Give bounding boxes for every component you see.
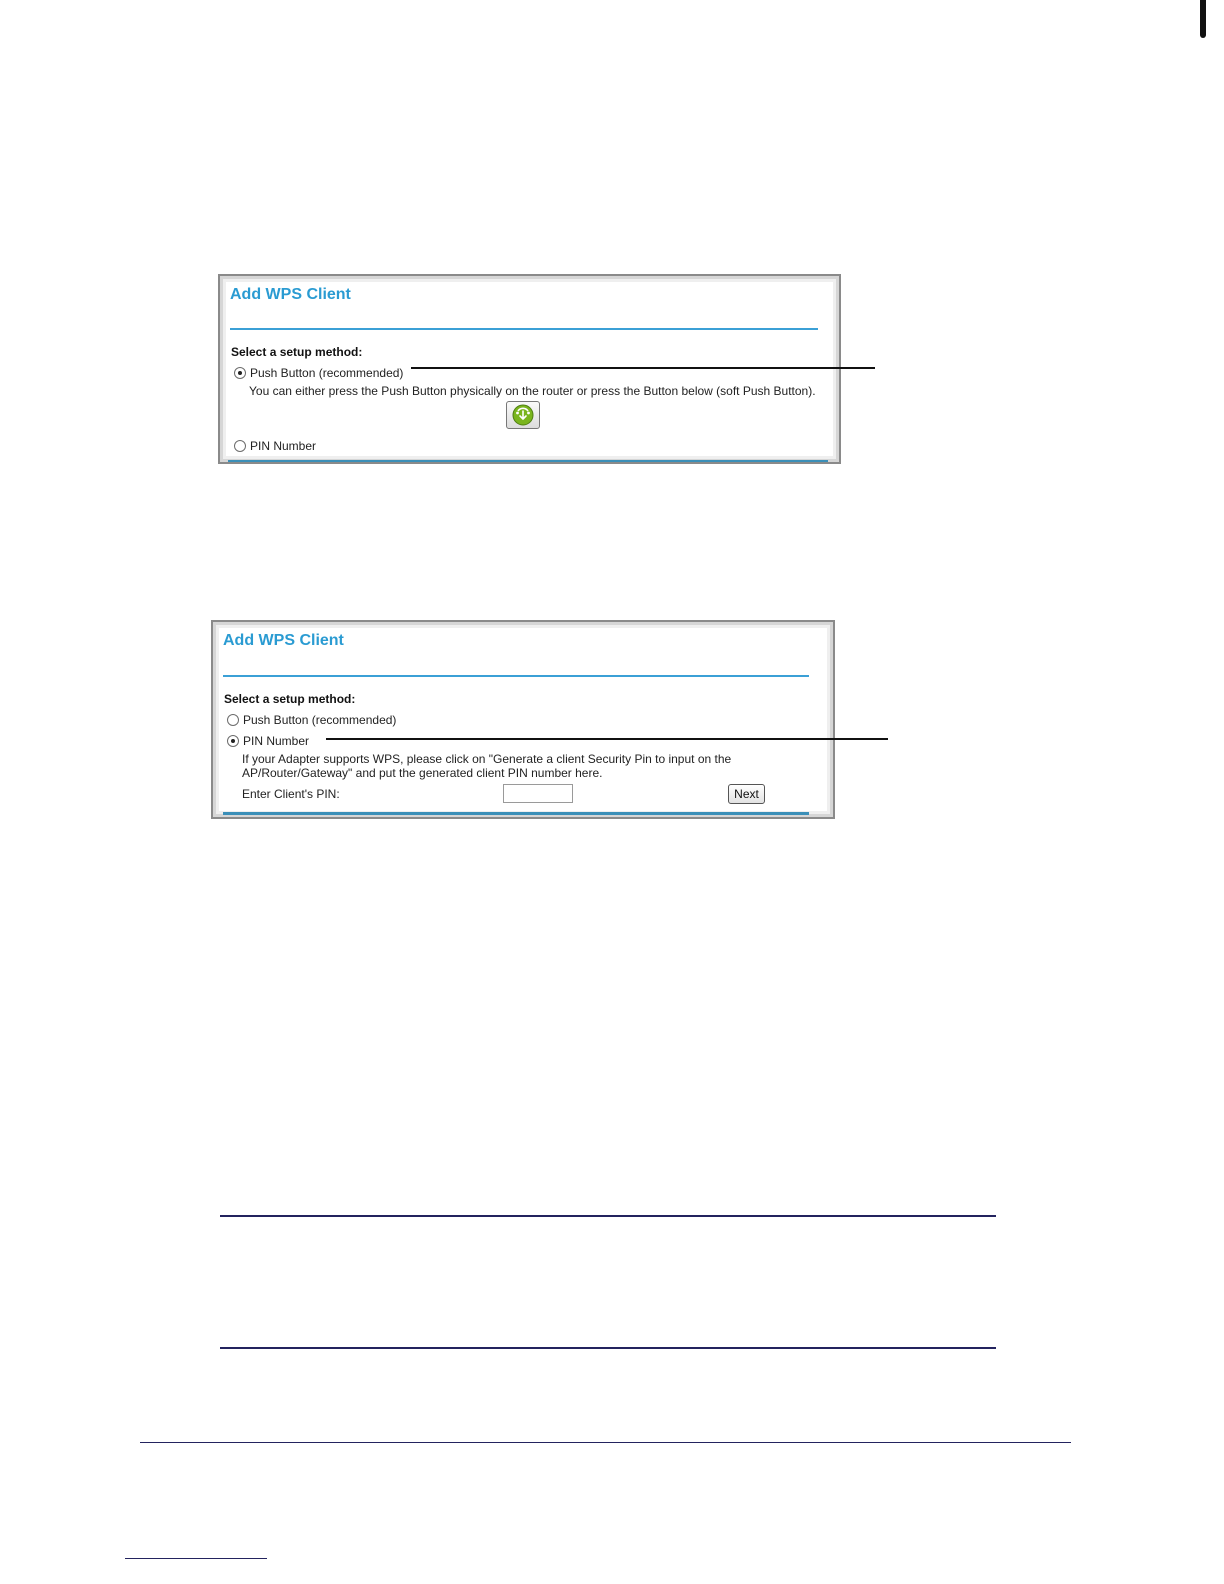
callout-line-push bbox=[411, 367, 875, 369]
note-bottom-rule bbox=[220, 1347, 996, 1349]
setup-method-label: Select a setup method: bbox=[231, 345, 363, 359]
panel-title: Add WPS Client bbox=[223, 632, 344, 649]
pin-number-option-label: PIN Number bbox=[243, 734, 310, 748]
client-pin-input[interactable] bbox=[503, 784, 573, 803]
push-button-option[interactable] bbox=[227, 713, 396, 727]
pin-number-option[interactable] bbox=[227, 734, 309, 748]
title-divider bbox=[223, 675, 809, 677]
push-button-description: You can either press the Push Button physically on the router or press the Button below (soft Push Button). bbox=[249, 384, 816, 398]
push-button-radio[interactable] bbox=[234, 367, 246, 379]
panel-bottom-rule bbox=[228, 460, 828, 463]
setup-method-label: Select a setup method: bbox=[224, 692, 356, 706]
pin-description-line2: AP/Router/Gateway" and put the generated client PIN number here. bbox=[242, 766, 603, 780]
client-pin-label: Enter Client's PIN: bbox=[242, 787, 340, 801]
next-button[interactable]: Next bbox=[728, 784, 765, 804]
panel-bottom-rule bbox=[223, 812, 809, 815]
page-edge-mark bbox=[1200, 0, 1206, 38]
footer-rule bbox=[140, 1442, 1071, 1443]
push-button-option-label: Push Button (recommended) bbox=[243, 713, 397, 727]
callout-line-pin bbox=[326, 738, 888, 740]
wps-soft-push-icon bbox=[511, 404, 535, 426]
pin-number-radio[interactable] bbox=[227, 735, 239, 747]
pin-number-radio[interactable] bbox=[234, 440, 246, 452]
push-button-option[interactable] bbox=[234, 366, 403, 380]
soft-push-button[interactable] bbox=[506, 401, 540, 429]
title-divider bbox=[230, 328, 818, 330]
pin-description-line1: If your Adapter supports WPS, please click on "Generate a client Security Pin to input on the bbox=[242, 752, 732, 766]
footer-link-underline bbox=[125, 1558, 267, 1559]
push-button-option-label: Push Button (recommended) bbox=[250, 366, 404, 380]
note-top-rule bbox=[220, 1215, 996, 1217]
push-button-radio[interactable] bbox=[227, 714, 239, 726]
panel-title: Add WPS Client bbox=[230, 286, 351, 303]
pin-number-option-label: PIN Number bbox=[250, 439, 317, 453]
add-wps-client-panel-push bbox=[218, 274, 841, 464]
add-wps-client-panel-pin bbox=[211, 620, 835, 819]
pin-number-option[interactable] bbox=[234, 439, 316, 453]
